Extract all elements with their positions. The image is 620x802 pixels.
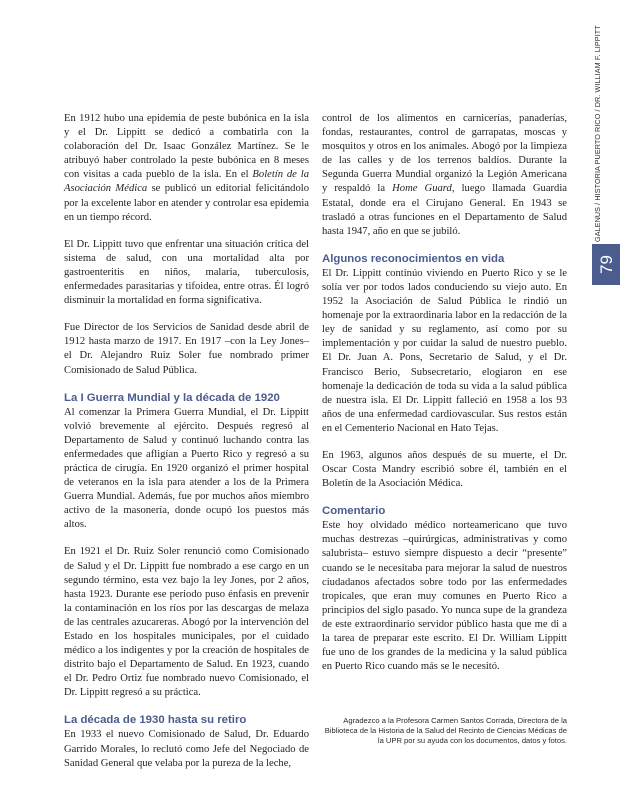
paragraph: control de los alimentos en carnicerías, panaderías, fondas, restaurantes, control de garrapatas, moscas y mosquitos y otros en los animales. Abogó por la limpieza de las calles y de los terrenos baldíos. Durante la Segunda Guerra Mundial organizó la Legión Americana y respaldó la Home Guard, luego llamada Guardia Estatal, donde era el Cirujano General. En 1943 se trasladó a otras funciones en el Departamento de Salud hasta 1947, año en que se jubiló.	[322, 113, 567, 237]
section-heading: La I Guerra Mundial y la década de 1920	[64, 391, 280, 404]
paragraph: En 1963, algunos años después de su muerte, el Dr. Oscar Costa Mandry escribió sobre él, también en el Boletín de la Asociación Médica.	[322, 449, 567, 490]
section-heading: La década de 1930 hasta su retiro	[64, 714, 247, 727]
section-heading: Comentario	[322, 505, 386, 518]
paragraph: Fue Director de los Servicios de Sanidad desde abril de 1912 hasta marzo de 1917. En 1917 –con la Ley Jones– el Dr. Alejandro Ruiz Soler fue nombrado primer Comisionado de Salud Pública.	[64, 322, 309, 376]
paragraph: El Dr. Lippitt tuvo que enfrentar una situación crítica del sistema de salud, con una mortalidad alta por gastroenteritis en niños, malaria, tuberculosis, enfermedades parasitarias y tifoidea, entre otras. Él logró disminuir la mortalidad en forma significativa.	[64, 238, 309, 307]
paragraph: El Dr. Lippitt continúo viviendo en Puerto Rico y se le solía ver por todos lados conduciendo su viejo auto. En 1952 la Asociación de Salud Pública le rindió un homenaje por la extraordinaria labor en la redacción de la ley de sanidad y su reglamento, así como por su implementación y por cuidar la salud de nuestro pueblo. El Dr. Juan A. Pons, Secretario de Salud, y el Dr. Francisco Berio, Subsecretario, elogiaron en ese homenaje la dedicación de toda su vida a la salud pública de nuestra isla. El Dr. Lippitt falleció en 1958 a los 93 años de una enfermedad cardiovascular. Sus restos están en el Cementerio Nacional en Hato Tejas.	[322, 267, 567, 434]
left-column	[64, 112, 309, 784]
paragraph: Este hoy olvidado médico norteamericano que tuvo muchas destrezas –quirúrgicas, administrativas y como salubrista– estuvo siempre dispuesto a decir “presente” cuando se le necesitaba para mejorar la salud de nuestros ciudadanos afectados sobre todo por las enfermedades tropicales, que eran muy comunes en Puerto Rico a principios del siglo pasado. Yo nunca supe de la grandeza de este extraordinario servidor público hasta que me di a la tarea de preparar este escrito. El Dr. William Lippitt fue uno de los grandes de la medicina y la salud pública en Puerto Rico cuando más se le necesitó.	[322, 520, 567, 673]
running-head: GALENUS / HISTORIA PUERTO RICO / DR. WILLIAM F. LIPPITT	[593, 25, 602, 242]
page-number: 79	[597, 255, 616, 275]
right-column	[322, 112, 567, 687]
section-heading: Algunos reconocimientos en vida	[322, 252, 505, 265]
paragraph: En 1921 el Dr. Ruiz Soler renunció como Comisionado de Salud y el Dr. Lippitt fue nombrado a ese cargo en un segundo término, esta vez bajo la ley Jones, por 2 años, hasta 1923. Durante ese periodo puso énfasis en prevenir la contaminación en los ríos por las descargas de melaza de las centrales azucareras. Abogó por la intervención del Estado en los hospitales municipales, por el cuidado médico a los indigentes y por la creación de hospitales de distrito bajo el Departamento de Salud. En 1923, cuando el Dr. Pedro Ortiz fue nombrado nuevo Comisionado, el Dr. Lippitt regresó a su práctica.	[64, 546, 309, 699]
paragraph: En 1912 hubo una epidemia de peste bubónica en la isla y el Dr. Lippitt se dedicó a combatirla con la colaboración del Dr. Isaac González Martínez. Se le atribuyó haber controlado la peste bubónica en 8 meses con visitas a cada pueblo de la isla. En el Boletín de la Asociación Médica se publicó un editorial felicitándolo por la excelente labor en atender y controlar esa epidemia en un tiempo récord.	[64, 113, 309, 223]
paragraph: En 1933 el nuevo Comisionado de Salud, Dr. Eduardo Garrido Morales, lo reclutó como Jefe del Negociado de Sanidad General que velaba por la pureza de la leche,	[64, 729, 309, 769]
acknowledgement-note: Agradezco a la Profesora Carmen Santos Corrada, Directora de la Biblioteca de la Historia de la Salud del Recinto de Ciencias Médicas de la UPR por su ayuda con los documentos, datos y fotos.	[324, 716, 567, 746]
paragraph: Al comenzar la Primera Guerra Mundial, el Dr. Lippitt volvió brevemente al ejército. Después regresó al Departamento de Salud y continuó luchando contra las enfermedades que afligían a Puerto Rico y regresó a su práctica de cirugía. En 1920 organizó el primer hospital de veteranos en la isla para atender a los de la Primera Guerra Mundial. Además, fue por muchos años miembro activo de la masonería, donde ocupó los puestos más altos.	[64, 406, 309, 531]
